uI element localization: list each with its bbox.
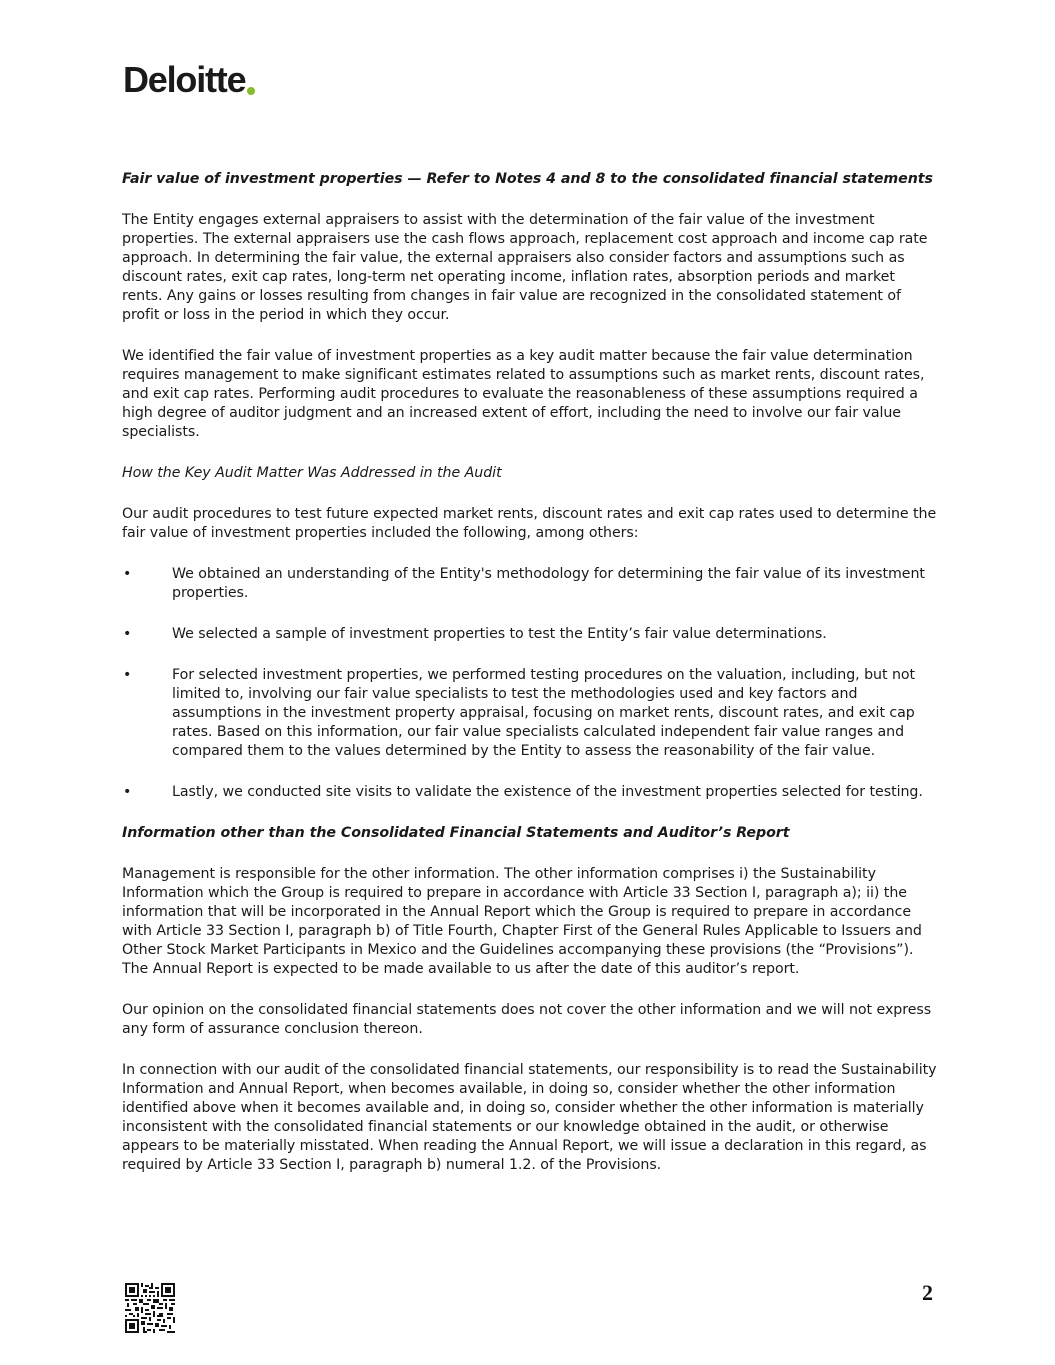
kam-paragraph-2: We identified the fair value of investment properties as a key audit matter because the fair value determination requires management to make significant estimates related to assumptions such as market rents, discount rates, and exit cap rates. Performing audit procedures to evaluate the reasonableness of these assumptions required a high degree of auditor judgment and an increased extent of effort, including the need to involve our fair value specialists. xyxy=(122,348,925,440)
list-item-text: For selected investment properties, we performed testing procedures on the valuation, including, but not limited to, involving our fair value specialists to test the methodologies used and key factors and assumptions in the investment property appraisal, focusing on market rents, discount rates, and exit cap rates. Based on this information, our fair value specialists calculated independent fair value ranges and compared them to the values determined by the Entity to assess the reasonability of the fair value. xyxy=(172,667,916,759)
deloitte-logo xyxy=(123,59,255,100)
qr-code-icon xyxy=(125,1283,175,1333)
list-item xyxy=(122,666,937,761)
list-item-text: Lastly, we conducted site visits to validate the existence of the investment properties selected for testing. xyxy=(172,784,923,800)
list-item xyxy=(122,783,937,802)
other-info-paragraph-2: Our opinion on the consolidated financial statements does not cover the other information and we will not express any form of assurance conclusion thereon. xyxy=(122,1002,932,1037)
audit-procedures-list xyxy=(122,565,937,802)
kam-title: Fair value of investment properties — Refer to Notes 4 and 8 to the consolidated financial statements xyxy=(122,171,933,187)
addressed-intro: Our audit procedures to test future expected market rents, discount rates and exit cap rates used to determine the fair value of investment properties included the following, among others: xyxy=(122,506,937,541)
bullet-icon: • xyxy=(123,667,132,683)
document-body xyxy=(122,170,937,1197)
list-item xyxy=(122,625,937,644)
bullet-icon: • xyxy=(123,784,132,800)
bullet-icon: • xyxy=(123,566,132,582)
addressed-heading: How the Key Audit Matter Was Addressed in the Audit xyxy=(122,465,502,481)
logo-dot-icon xyxy=(247,87,255,95)
page-number: 2 xyxy=(922,1280,933,1305)
other-info-title: Information other than the Consolidated Financial Statements and Auditor’s Report xyxy=(122,825,790,841)
list-item xyxy=(122,565,937,603)
kam-paragraph-1: The Entity engages external appraisers to assist with the determination of the fair value of the investment properties. The external appraisers use the cash flows approach, replacement cost approach and income cap rate approach. In determining the fair value, the external appraisers also consider factors and assumptions such as discount rates, exit cap rates, long-term net operating income, inflation rates, absorption periods and market rents. Any gains or losses resulting from changes in fair value are recognized in the consolidated statement of profit or loss in the period in which they occur. xyxy=(122,212,928,323)
list-item-text: We obtained an understanding of the Entity's methodology for determining the fair value of its investment properties. xyxy=(172,566,925,601)
bullet-icon: • xyxy=(123,626,132,642)
list-item-text: We selected a sample of investment properties to test the Entity’s fair value determinations. xyxy=(172,626,827,642)
other-info-paragraph-3: In connection with our audit of the consolidated financial statements, our responsibility is to read the Sustainability Information and Annual Report, when becomes available, in doing so, consider whether the other information identified above when it becomes available and, in doing so, consider whether the other information is materially inconsistent with the consolidated financial statements or our knowledge obtained in the audit, or otherwise appears to be materially misstated. When reading the Annual Report, we will issue a declaration in this regard, as required by Article 33 Section I, paragraph b) numeral 1.2. of the Provisions. xyxy=(122,1062,937,1173)
other-info-paragraph-1: Management is responsible for the other information. The other information comprises i) the Sustainability Information which the Group is required to prepare in accordance with Article 33 Section I, paragraph a); ii) the information that will be incorporated in the Annual Report which the Group is required to prepare in accordance with Article 33 Section I, paragraph b) of Title Fourth, Chapter First of the General Rules Applicable to Issuers and Other Stock Market Participants in Mexico and the Guidelines accompanying these provisions (the “Provisions”). The Annual Report is expected to be made available to us after the date of this auditor’s report. xyxy=(122,866,922,977)
logo-text: Deloitte xyxy=(123,59,246,100)
